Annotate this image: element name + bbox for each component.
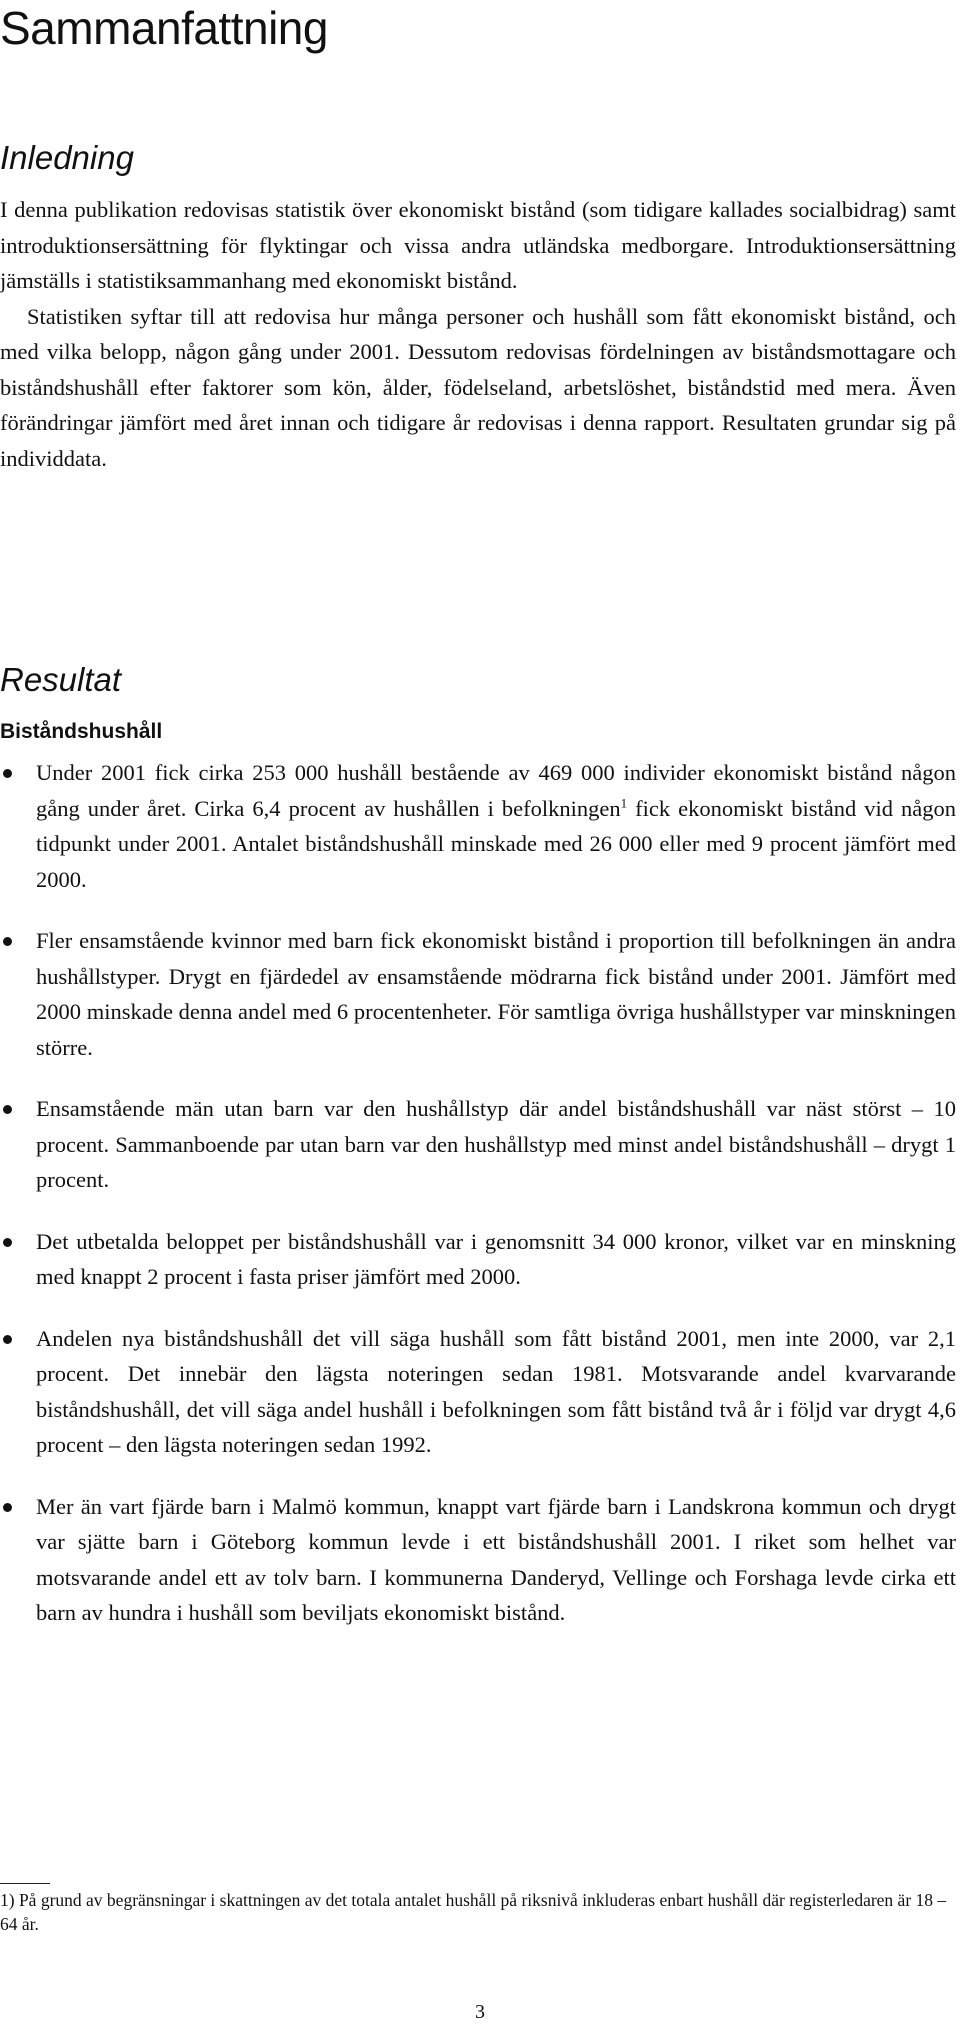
bullet-text: Ensamstående män utan barn var den hushållstyp där andel biståndshushåll var näst störst – 10 procent. Sammanboende par utan barn var den hushållstyp med minst andel biståndshushåll – drygt 1 procent.: [36, 1096, 956, 1192]
bullet-dot-icon: [3, 1238, 12, 1247]
subheading-bistandshushall: Biståndshushåll: [0, 720, 163, 743]
bullet-text: Det utbetalda beloppet per biståndshushåll var i genomsnitt 34 000 kronor, vilket var en minskning med knappt 2 procent i fasta priser jämfört med 2000.: [36, 1228, 956, 1289]
bullet-text: Andelen nya biståndshushåll det vill säga hushåll som fått bistånd 2001, men inte 2000, var 2,1 procent. Det innebär den lägsta noteringen sedan 1981. Motsvarande andel kvarvarande biståndshushåll, det vill säga andel hushåll i befolkningen som fått bistånd två år i följd var drygt 4,6 procent – den lägsta noteringen sedan 1992.: [36, 1325, 956, 1457]
intro-paragraph: Statistiken syftar till att redovisa hur många personer och hushåll som fått ekonomiskt bistånd, och med vilka belopp, någon gång under 2001. Dessutom redovisas fördelningen av biståndsmottagare och biståndshushåll efter faktorer som kön, ålder, födelseland, arbetslöshet, biståndstid med mera. Även förändringar jämfört med året innan och tidigare år redovisas i denna rapport. Resultaten grundar sig på individdata.: [0, 303, 956, 471]
page-number: 3: [475, 2001, 485, 2023]
bullet-text: fick ekonomiskt bistånd vid någon tidpunkt under 2001. Antalet biståndshushåll minskade med 26 000 eller med 9 procent jämfört med 2000.: [36, 795, 956, 892]
bullet-text: Fler ensamstående kvinnor med barn fick ekonomiskt bistånd i proportion till befolkningen än andra hushållstyper. Drygt en fjärdedel av ensamstående mödrarna fick bistånd under 2001. Jämfört med 2000 minskade denna andel med 6 procentenheter. För samtliga övriga hushållstyper var minskningen större.: [36, 928, 956, 1060]
bullet-dot-icon: [3, 1503, 12, 1512]
list-item: [0, 1091, 956, 1198]
bullet-text: Under 2001 fick cirka 253 000 hushåll bestående av 469 000 individer ekonomiskt bistånd någon gång under året. Cirka 6,4 procent av hushållen i befolkningen: [36, 760, 956, 821]
bullet-dot-icon: [3, 1335, 12, 1344]
list-item: [0, 1489, 956, 1631]
section-heading-resultat: Resultat: [0, 661, 122, 698]
footnote-marker: 1: [620, 795, 628, 810]
footnote: 1) På grund av begränsningar i skattningen av det totala antalet hushåll på riksnivå inkluderas enbart hushåll där registerledaren är 18 – 64 år.: [0, 1890, 947, 1934]
footnote-divider: [0, 1883, 50, 1884]
bullet-dot-icon: [3, 937, 12, 946]
results-bullet-list: [0, 755, 956, 1657]
list-item: [0, 755, 956, 897]
bullet-dot-icon: [3, 769, 12, 778]
intro-paragraph: I denna publikation redovisas statistik över ekonomiskt bistånd (som tidigare kallades socialbidrag) samt introduktionsersättning för flyktingar och vissa andra utländska medborgare. Introduktionsersättning jämställs i statistiksammanhang med ekonomiskt bistånd.: [0, 197, 956, 293]
list-item: [0, 1321, 956, 1463]
bullet-dot-icon: [3, 1105, 12, 1114]
bullet-text: Mer än vart fjärde barn i Malmö kommun, knappt vart fjärde barn i Landskrona kommun och drygt var sjätte barn i Göteborg kommun levde i ett biståndshushåll 2001. I riket som helhet var motsvarande andel ett av tolv barn. I kommunerna Danderyd, Vellinge och Forshaga levde cirka ett barn av hundra i hushåll som beviljats ekonomiskt bistånd.: [36, 1493, 956, 1625]
section-heading-inledning: Inledning: [0, 139, 134, 176]
list-item: [0, 1224, 956, 1295]
page-title: Sammanfattning: [0, 2, 328, 54]
intro-body: [0, 192, 956, 476]
list-item: [0, 923, 956, 1065]
